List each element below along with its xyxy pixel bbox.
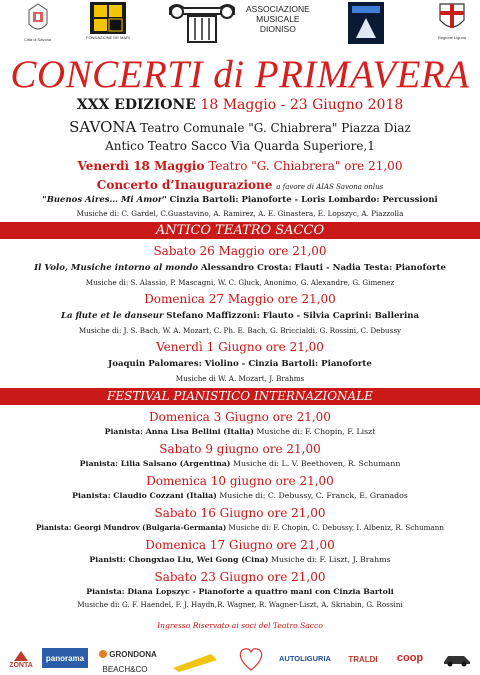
fondazione-de-mari-icon <box>90 2 126 34</box>
logo-city-of-savona <box>24 2 51 42</box>
edition-dates: 18 Maggio - 23 Giugno 2018 <box>200 97 404 113</box>
logo-regione-liguria <box>438 2 466 40</box>
event-music: Musiche di: F. Chopin, C. Debussy, I. Albeniz, R. Schumann <box>228 523 444 532</box>
event-program: La flute et le danseur <box>60 311 164 321</box>
inaugural-date: Venerdì 18 Maggio <box>77 159 205 173</box>
venue-teatro-chiabrera: Teatro Comunale "G. Chiabrera" Piazza Diaz <box>140 121 411 135</box>
ionic-column-icon <box>168 2 236 44</box>
logo-caption: Città di Savona <box>24 37 52 42</box>
sacco-event-1-program <box>0 263 480 273</box>
event-date: Sabato 9 giugno <box>159 442 259 456</box>
section-antico-teatro-sacco: ANTICO TEATRO SACCO <box>0 222 480 239</box>
sponsor-beach-co: BEACH&CO <box>102 664 148 674</box>
event-time: ore 21,00 <box>275 474 334 488</box>
inaugural-date-line <box>0 159 480 173</box>
event-date: Sabato 26 Maggio <box>153 244 265 258</box>
header-logos <box>0 0 480 56</box>
sacco-event-3-date <box>0 340 480 354</box>
sponsor-coop: coop <box>396 652 424 664</box>
association-line: ASSOCIAZIONE <box>246 4 310 14</box>
inaugural-place: Teatro "G. Chiabrera" <box>208 159 341 173</box>
savona-coat-of-arms-icon <box>26 2 50 36</box>
section-festival-pianistico: FESTIVAL PIANISTICO INTERNAZIONALE <box>0 388 480 405</box>
sponsor-panorama: panorama <box>42 648 88 668</box>
event-performers: Stefano Maffizzoni: Flauto - Silvia Caprini: Ballerina <box>166 311 420 321</box>
association-line: MUSICALE <box>256 14 300 24</box>
event-pianist: Pianista: Georgi Mundrov (Bulgaria-Germania) <box>36 523 227 532</box>
association-line: DIONISO <box>259 24 296 34</box>
event-time: ore 21,00 <box>267 570 326 584</box>
sponsor-bar <box>0 643 480 675</box>
sacco-event-2-date <box>0 292 480 306</box>
event-time: ore 21,00 <box>262 442 321 456</box>
sacco-event-3-music: Musiche di W. A. Mozart, J. Brahms <box>175 374 305 383</box>
event-time: ore 21,00 <box>277 292 336 306</box>
logo-caption: Regione Liguria <box>438 35 467 40</box>
edition-line <box>0 97 480 113</box>
sponsor-yellow-logo <box>170 649 220 673</box>
logo-fondazione-de-mari <box>86 2 130 40</box>
sponsor-name: ZONTA <box>9 661 33 669</box>
event-pianist: Pianista: Anna Lisa Bellini (Italia) <box>104 427 254 436</box>
sacco-event-1-music: Musiche di: S. Alassio, P. Mascagni, W. C. Gluck, Anonimo, G. Alexandre, G. Gimenez <box>85 278 395 287</box>
event-date: Sabato 23 Giugno <box>154 570 264 584</box>
festival-event-4-date <box>0 506 480 520</box>
inaugural-title-line <box>0 178 480 192</box>
venue-teatro-sacco: Antico Teatro Sacco Via Quarda Superiore,1 <box>105 139 375 153</box>
inaugural-program-line <box>0 195 480 205</box>
sponsor-traldi: TRALDI <box>348 654 378 664</box>
event-time: ore 21,00 <box>265 340 324 354</box>
event-program: Il Volo, Musiche intorno al mondo <box>34 263 199 273</box>
festival-event-4-details <box>0 523 480 532</box>
sponsor-car-logo <box>440 649 474 669</box>
main-title: CONCERTI di PRIMAVERA <box>10 53 470 96</box>
entry-note: Ingresso Riservato ai soci del Teatro Sacco <box>157 621 323 630</box>
festival-event-2-details <box>0 459 480 468</box>
inaugural-time: ore 21,00 <box>344 159 403 173</box>
yellow-ribbon-icon <box>171 650 219 672</box>
logo-ionic-column <box>168 2 236 44</box>
grondona-icon <box>99 650 107 658</box>
inaugural-title: Concerto d’Inaugurazione <box>96 178 273 192</box>
venue-city: SAVONA <box>69 118 137 136</box>
sponsor-autoliguria: AUTOLIGURIA <box>279 653 331 663</box>
event-date: Sabato 16 Giugno <box>154 506 264 520</box>
event-pianist: Pianisti: Chongxiao Liu, Wei Gong (Cina) <box>89 555 269 564</box>
sponsor-name: GRONDONA <box>109 649 157 659</box>
event-music: Musiche di: C. Debussy, C. Franck, E. Granados <box>219 491 408 500</box>
festival-event-3-date <box>0 474 480 488</box>
regione-liguria-icon <box>438 2 466 34</box>
festival-event-6-pianist: Pianista: Diana Lopszyc - Pianoforte a quattro mani con Cinzia Bartoli <box>86 587 394 596</box>
event-date: Domenica 17 Giugno <box>145 538 273 552</box>
inaugural-music: Musiche di: C. Gardel, C.Guastavino, A. Ramirez, A. E. Ginastera, E. Lopszyc, A. Piazzolla <box>76 209 404 218</box>
event-pianist: Pianista: Claudio Cozzani (Italia) <box>72 491 217 500</box>
event-date: Domenica 27 Maggio <box>144 292 274 306</box>
sacco-event-1-date <box>0 244 480 258</box>
sacco-logo-icon <box>348 2 384 44</box>
event-date: Venerdì 1 Giugno <box>156 340 262 354</box>
event-date: Domenica 10 giugno <box>146 474 272 488</box>
car-icon <box>442 651 472 667</box>
event-time: ore 21,00 <box>268 244 327 258</box>
inaugural-program: "Buenos Aires… Mi Amor" <box>42 195 167 205</box>
sacco-event-2-program <box>0 311 480 321</box>
association-name <box>246 4 310 34</box>
festival-event-3-details <box>0 491 480 500</box>
event-time: ore 21,00 <box>272 410 331 424</box>
heart-icon <box>236 646 266 672</box>
sacco-event-2-music: Musiche di: J. S. Bach, W. A. Mozart, C. Ph. E. Bach, G. Briccialdi, G. Rossini, C. Debussy <box>78 326 402 335</box>
event-time: ore 21,00 <box>267 506 326 520</box>
sacco-event-3-performers: Joaquin Palomares: Violino - Cinzia Bartoli: Pianoforte <box>108 359 372 369</box>
event-pianist: Pianista: Lilia Salsano (Argentina) <box>79 459 231 468</box>
sponsor-grondona <box>94 647 162 661</box>
logo-caption: FONDAZIONE DE MARI <box>86 35 131 40</box>
festival-event-6-date <box>0 570 480 584</box>
sponsor-heart-logo <box>232 645 270 673</box>
zonta-icon <box>13 650 29 662</box>
event-music: Musiche di: F. Chopin, F. Liszt <box>256 427 376 436</box>
edition-label: XXX EDIZIONE <box>76 97 196 113</box>
event-performers: Alessandro Crosta: Flauti - Nadia Testa: Pianoforte <box>200 263 446 273</box>
sponsor-zonta <box>4 645 38 673</box>
festival-event-6-music: Musiche di: G. F. Haendel, F. J. Haydn,R. Wagner, R. Wagner-Liszt, A. Skriabin, G. Rossini <box>77 600 403 609</box>
festival-event-5-date <box>0 538 480 552</box>
event-music: Musiche di: L. V. Beethoven, R. Schumann <box>232 459 401 468</box>
inaugural-performers: Cinzia Bartoli: Pianoforte - Loris Lombardo: Percussioni <box>169 195 438 205</box>
venue-line <box>0 118 480 136</box>
festival-event-1-details <box>0 427 480 436</box>
festival-event-2-date <box>0 442 480 456</box>
inaugural-beneficiary: a favore di AIAS Savona onlus <box>276 183 384 191</box>
event-music: Musiche di: F. Liszt, J. Brahms <box>270 555 391 564</box>
event-date: Domenica 3 Giugno <box>149 410 269 424</box>
logo-sacco <box>348 2 384 44</box>
event-time: ore 21,00 <box>276 538 335 552</box>
festival-event-1-date <box>0 410 480 424</box>
festival-event-5-details <box>0 555 480 564</box>
